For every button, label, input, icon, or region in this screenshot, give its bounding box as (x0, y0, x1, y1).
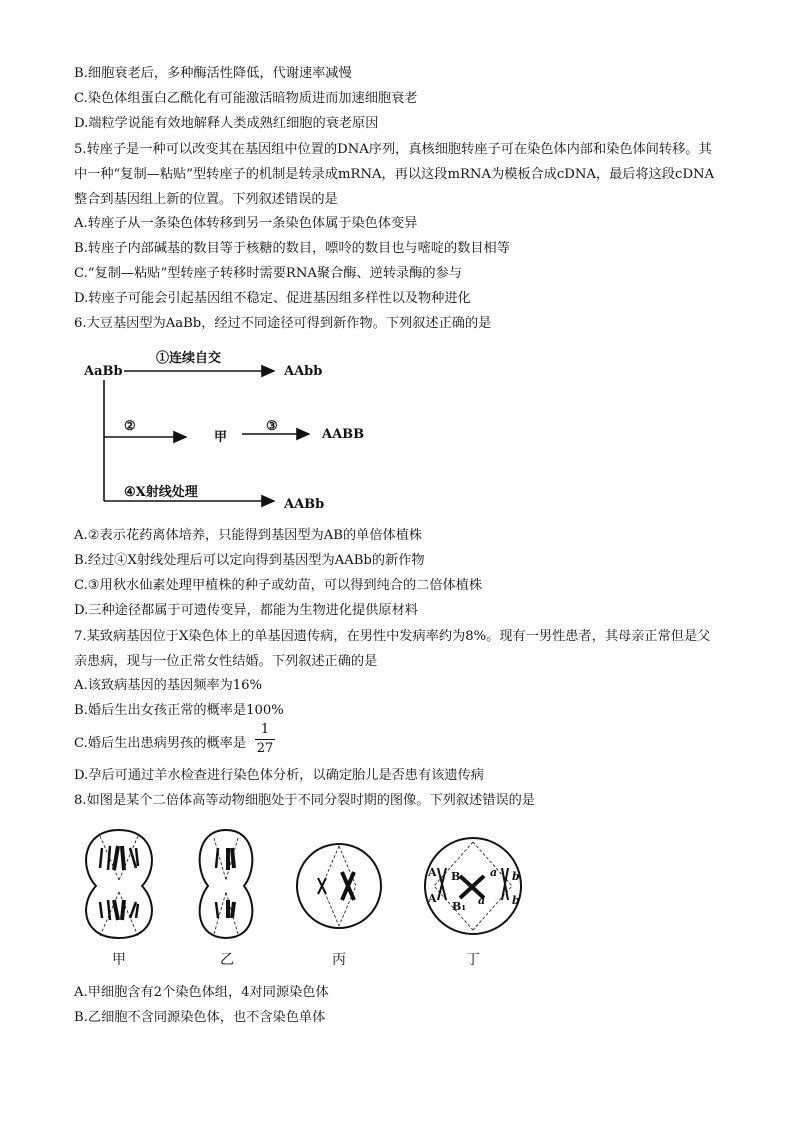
breeding-flow-diagram (74, 340, 404, 515)
q7-stem: 7.某致病基因位于X染色体上的单基因遗传病，在男性中发病率约为8%。现有一男性患者，其母亲正常但是父亲患病，现与一位正常女性结婚。下列叙述正确的是 (74, 629, 711, 669)
q5-option-a: A.转座子从一条染色体转移到另一条染色体属于染色体变异 (74, 216, 418, 231)
q7-option-b: B.婚后生出女孩正常的概率是100% (74, 703, 284, 718)
q8-stem: 8.如图是某个二倍体高等动物细胞处于不同分裂时期的图像。下列叙述错误的是 (74, 793, 535, 808)
cell-ding (425, 838, 521, 934)
q6-option-b: B.经过④X射线处理后可以定向得到基因型为AABb的新作物 (74, 553, 425, 568)
step-4-label: ④X射线处理 (124, 485, 198, 500)
fraction-numerator: 1 (260, 722, 270, 737)
q7-option-a: A.该致病基因的基因频率为16% (74, 678, 263, 693)
q7-option-d: D.孕后可通过羊水检查进行染色体分析，以确定胎儿是否患有该遗传病 (74, 768, 484, 783)
genotype-result-4: AABb (284, 497, 325, 512)
q5-option-d: D.转座子可能会引起基因组不稳定、促进基因组多样性以及物种进化 (74, 291, 471, 306)
genotype-start: AaBb (84, 364, 123, 379)
q8-option-b: B.乙细胞不含同源染色体，也不含染色单体 (74, 1010, 326, 1025)
q6-option-d: D.三种途径都属于可遗传变异，都能为生物进化提供原材料 (74, 603, 418, 618)
cell-label-bing: 丙 (332, 952, 346, 968)
cell-bing (297, 844, 381, 928)
cell-division-diagram (74, 818, 544, 970)
cell-label-ding: 丁 (466, 952, 480, 968)
q6-option-a: A.②表示花药离体培养，只能得到基因型为AB的单倍体植株 (74, 528, 423, 543)
q8-option-a: A.甲细胞含有2个染色体组，4对同源染色体 (74, 985, 329, 1000)
gene-label-A-1: A (428, 866, 437, 879)
q5-option-b: B.转座子内部碱基的数目等于核糖的数目，嘌呤的数目也与嘧啶的数目相等 (74, 241, 510, 256)
q4-option-c: C.染色体组蛋白乙酰化有可能激活暗物质进而加速细胞衰老 (74, 91, 418, 106)
q5-option-c: C.“复制—粘贴”型转座子转移时需要RNA聚合酶、逆转录酶的参与 (74, 266, 462, 281)
plant-jia: 甲 (214, 430, 228, 445)
step-2-label: ② (124, 419, 136, 434)
q6-option-c: C.③用秋水仙素处理甲植株的种子或幼苗，可以得到纯合的二倍体植株 (74, 578, 483, 593)
cell-label-yi: 乙 (220, 952, 234, 968)
cell-yi (200, 830, 253, 938)
genotype-result-1: AAbb (284, 364, 323, 379)
step-1-label: ①连续自交 (156, 351, 222, 366)
q4-option-b: B.细胞衰老后，多种酶活性降低，代谢速率减慢 (74, 66, 352, 81)
fraction-bar (255, 739, 275, 740)
gene-label-A-2: A (428, 892, 437, 905)
gene-label-B: B (451, 870, 461, 883)
q4-option-d: D.端粒学说能有效地解释人类成熟红细胞的衰老原因 (74, 116, 379, 131)
gene-label-a-1: a (490, 866, 498, 879)
gene-label-B1: B₁ (452, 900, 467, 913)
gene-label-b-2: b (512, 894, 520, 907)
step-3-label: ③ (266, 419, 278, 434)
fraction-denominator: 27 (256, 741, 274, 756)
q6-stem: 6.大豆基因型为AaBb，经过不同途径可得到新作物。下列叙述正确的是 (74, 316, 492, 331)
q5-stem: 5.转座子是一种可以改变其在基因组中位置的DNA序列，真核细胞转座子可在染色体内部和染色体间转移。其中一种“复制—粘贴”型转座子的机制是转录成mRNA，再以这段mRNA为模板合成cDNA，最后将这段cDNA整合到基因组上新的位置。下列叙述错误的是 (74, 142, 715, 207)
q7-fraction (255, 722, 275, 757)
q7-option-c: C.婚后生出患病男孩的概率是 (74, 736, 247, 751)
cell-jia (86, 830, 152, 938)
gene-label-b-1: b (512, 870, 520, 883)
gene-label-a-2: a (478, 894, 486, 907)
genotype-result-3: AABB (322, 427, 365, 442)
cell-label-jia: 甲 (112, 952, 126, 968)
